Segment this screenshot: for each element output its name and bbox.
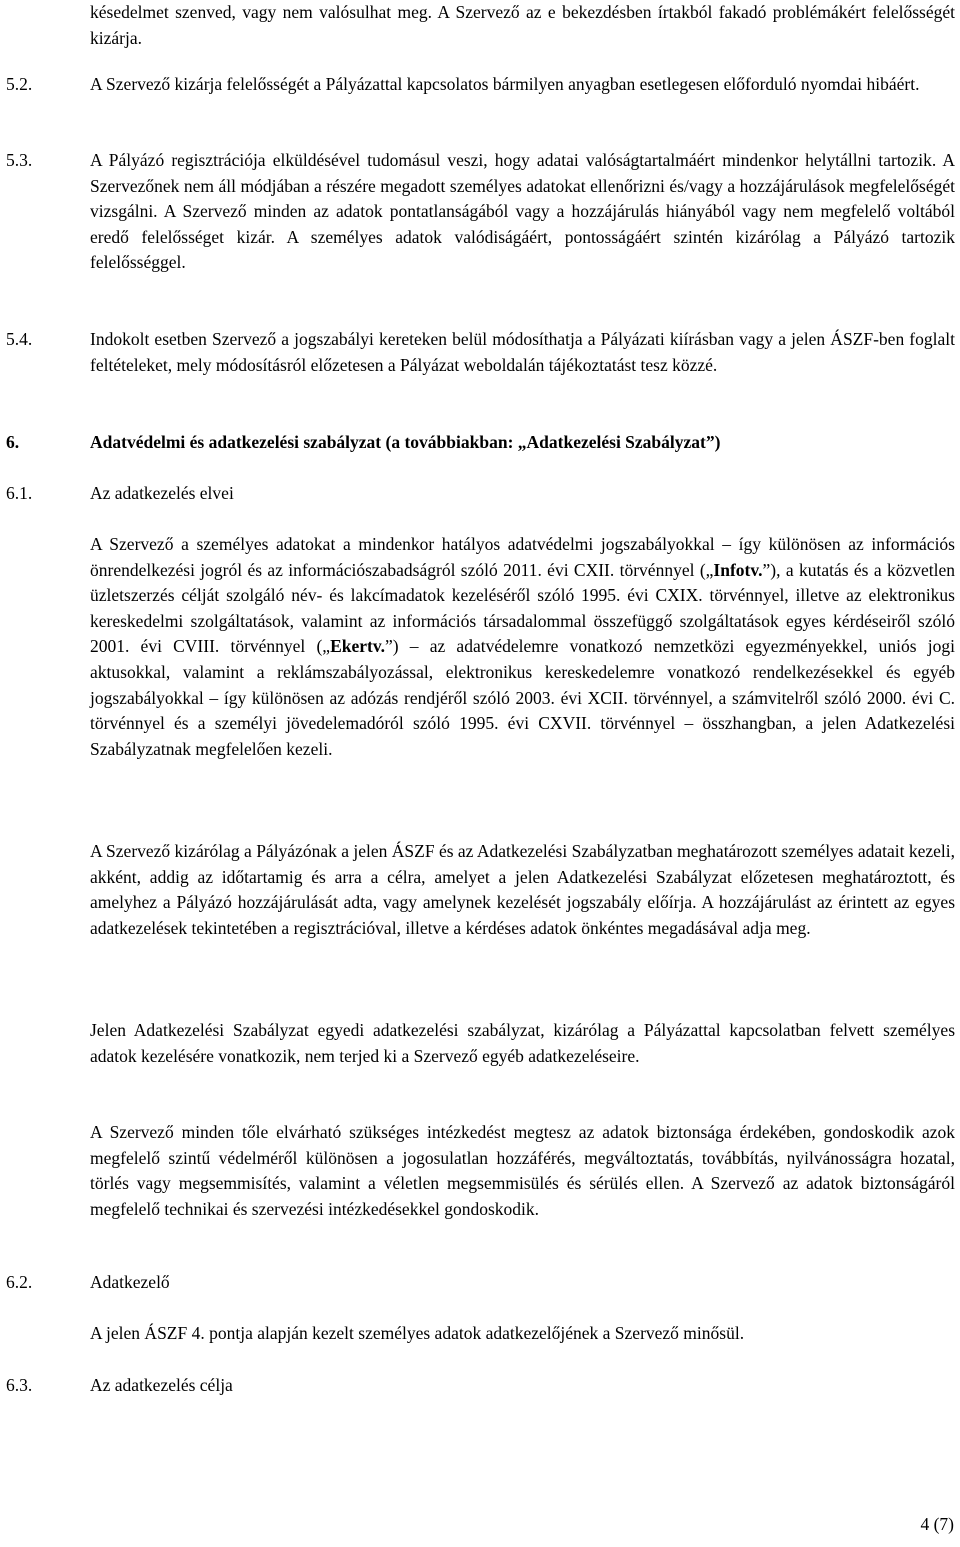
page-number: 4 (7) [920,1514,954,1534]
section-text: Indokolt esetben Szervező a jogszabályi kereteken belül módosíthatja a Pályázati kiírásban vagy a jelen ÁSZF-ben foglalt feltételeket, mely módosításról előzetesen a Pályázat weboldalán tájékoztatást tesz közzé. [90,329,955,375]
section-number: 5.4. [6,329,33,349]
text-run: ”) – az adatvédelemre vonatkozó nemzetközi egyezményekkel, uniós jogi aktusokkal, valamint a reklámszabályozással, elektronikus kereskedelemre vonatkozó rendelkezésekkel és egyéb jogszabályokkal – így különösen az adózás rendjéről szóló 2003. évi XCII. törvénnyel, a számvitelről szóló 2000. évi C. törvénnyel és a személyi jövedelemadóról szóló 1995. évi CXVII. törvénnyel – összhangban, a jelen Adatkezelési Szabályzatnak megfelelően kezeli. [90,636,955,759]
section-number: 5.3. [6,150,33,170]
section-number: 6.3. [6,1375,33,1395]
section-title: Adatkezelő [90,1272,170,1292]
section-number: 6.1. [6,483,33,503]
section-title: Adatvédelmi és adatkezelési szabályzat (a továbbiakban: „Adatkezelési Szabályzat”) [90,432,721,452]
text-run: A Szervező a személyes adatokat a mindenkor hatályos adatvédelmi jogszabályokkal – így különösen az információs önrendelkezési jogról és az információszabadságról szóló 2011. évi CXII. törvénnyel („ [90,534,955,580]
bold-term-ekertv: Ekertv. [330,636,386,657]
section-number: 5.2. [6,74,33,94]
section-number: 6.2. [6,1272,33,1292]
section-number: 6. [6,432,20,452]
paragraph-text: Jelen Adatkezelési Szabályzat egyedi adatkezelési szabályzat, kizárólag a Pályázattal kapcsolatban felvett személyes adatok kezelésére vonatkozik, nem terjed ki a Szervező egyéb adatkezeléseire. [90,1020,955,1066]
paragraph-text: A Szervező minden tőle elvárható szükséges intézkedést megtesz az adatok biztonsága érdekében, gondoskodik azok megfelelő szintű védelméről különösen a jogosulatlan hozzáférés, megváltoztatás, továbbítás, nyilvánosságra hozatal, törlés vagy megsemmisítés, valamint a véletlen megsemmisülés és sérülés ellen. A Szervező az adatok biztonságáról megfelelő technikai és szervezési intézkedésekkel gondoskodik. [90,1122,955,1219]
paragraph-text [90,532,955,762]
bold-term-infotv: Infotv. [713,559,763,580]
text-run: ”), a kutatás és a közvetlen üzletszerzés célját szolgáló név- és lakcímadatok kezeléséről szóló 1995. évi CXIX. törvénnyel, illetve az elektronikus kereskedelmi szolgáltatások, valamint az információs társadalommal összefüggő szolgáltatások egyes kérdéseiről szóló 2001. évi CVIII. törvénnyel („ [90,559,955,657]
paragraph-text: A Szervező kizárólag a Pályázónak a jelen ÁSZF és az Adatkezelési Szabályzatban meghatározott személyes adatait kezeli, akként, addig az időtartamig és arra a célra, amelyet a jelen Adatkezelési Szabályzat előzetesen meghatároztott, és amelyhez a Pályázó hozzájárulását adta, vagy amelynek kezelését jogszabály előírja. A hozzájárulást az érintett az egyes adatkezelések tekintetében a regisztrációval, illetve a kérdéses adatok önkéntes megadásával adja meg. [90,841,955,938]
section-title: Az adatkezelés célja [90,1375,233,1395]
paragraph-text: késedelmet szenved, vagy nem valósulhat meg. A Szervező az e bekezdésben írtakból fakadó problémákért felelősségét kizárja. [90,2,955,48]
section-title: Az adatkezelés elvei [90,483,234,503]
section-text: A Pályázó regisztrációja elküldésével tudomásul veszi, hogy adatai valóságtartalmáért mindenkor helytállni tartozik. A Szervezőnek nem áll módjában a részére megadott személyes adatokat ellenőrizni és/vagy a hozzájárulások megfelelőségét vizsgálni. A Szervező minden az adatok pontatlanságából vagy a hozzájárulás hiányából vagy nem megfelelő voltából eredő felelősséget kizár. A személyes adatok valódiságáért, pontosságáért szintén kizárólag a Pályázó tartozik felelősséggel. [90,150,955,273]
paragraph-text: A jelen ÁSZF 4. pontja alapján kezelt személyes adatok adatkezelőjének a Szervező minősül. [90,1323,745,1343]
section-text: A Szervező kizárja felelősségét a Pályázattal kapcsolatos bármilyen anyagban esetlegesen előforduló nyomdai hibáért. [90,74,920,94]
